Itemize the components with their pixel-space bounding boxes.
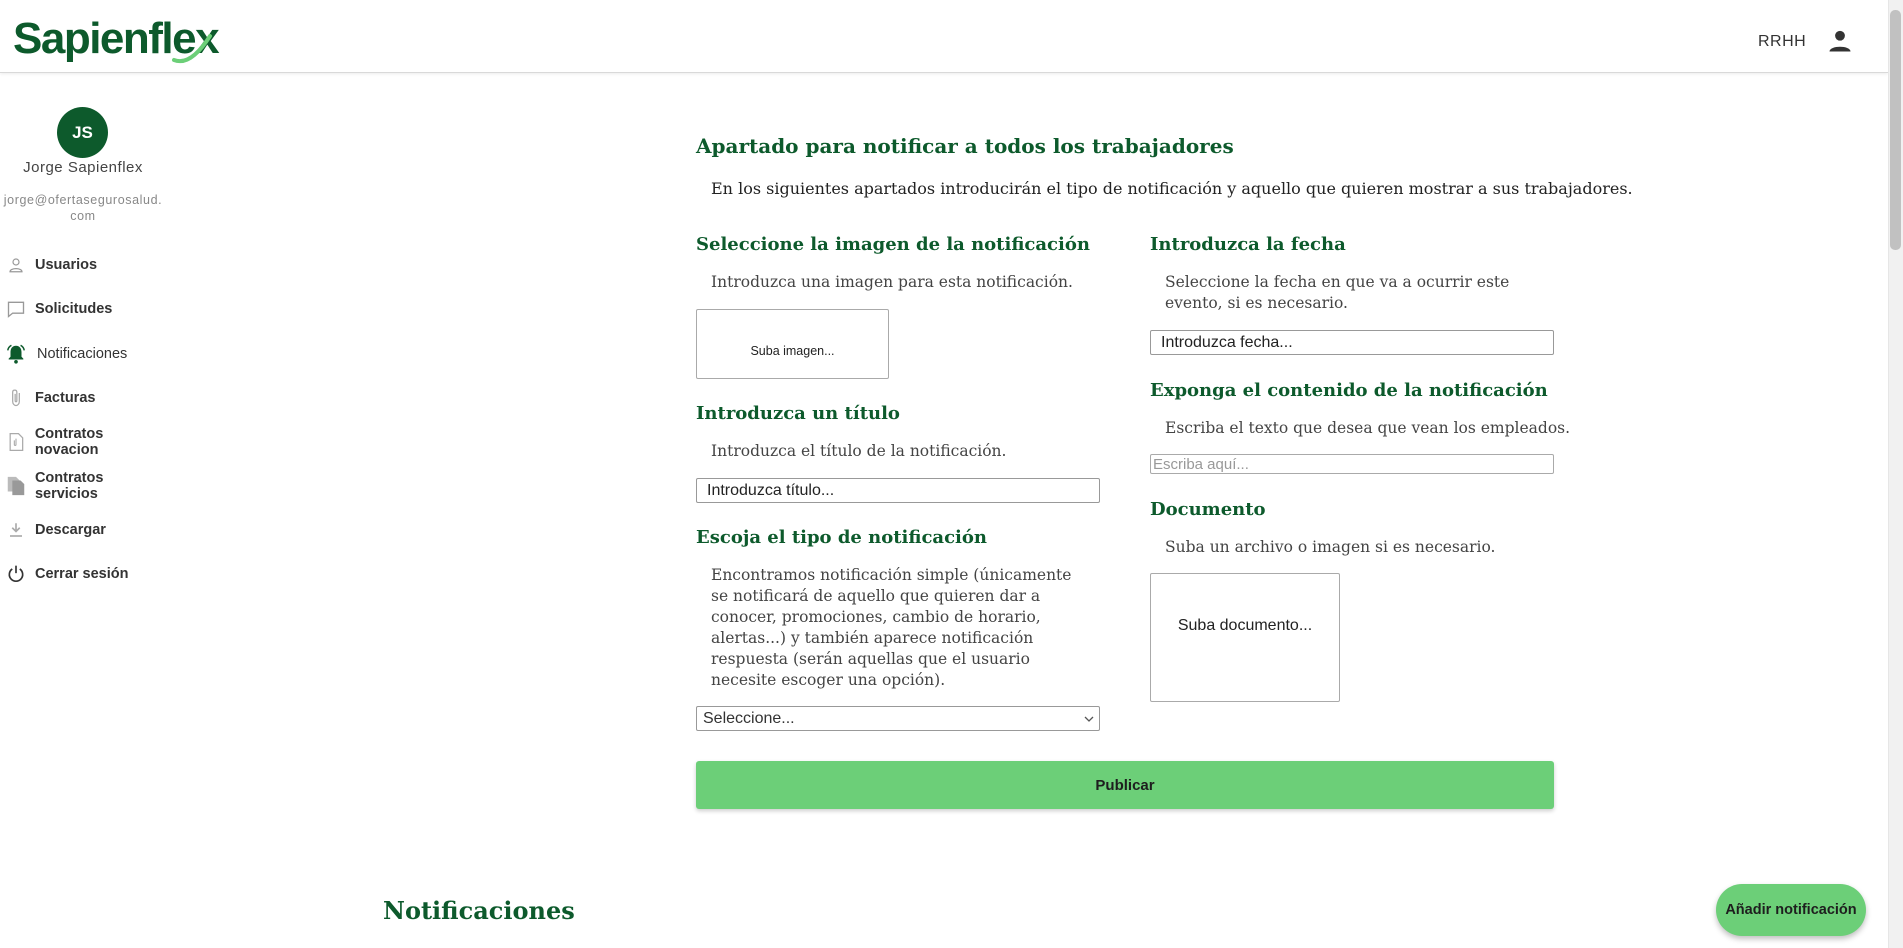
sidebar-item-cerrar-sesion[interactable] <box>0 560 170 588</box>
type-section-title: Escoja el tipo de notificación <box>696 527 987 548</box>
avatar: JS <box>57 107 108 158</box>
image-section-desc: Introduzca una imagen para esta notificación. <box>711 273 1073 291</box>
sidebar-item-contratos-novacion[interactable] <box>0 428 170 456</box>
publish-button[interactable]: Publicar <box>696 761 1554 809</box>
user-name: Jorge Sapienflex <box>23 159 143 176</box>
image-upload-box[interactable] <box>696 309 889 379</box>
form-heading: Apartado para notificar a todos los trabajadores <box>696 134 1234 158</box>
sidebar-item-facturas[interactable] <box>0 384 170 412</box>
sapienflex-logo[interactable]: Sapienflex <box>13 14 219 63</box>
sidebar-item-label: Descargar <box>35 522 106 538</box>
sidebar-item-label: Contratos novacion <box>34 426 104 458</box>
date-input[interactable] <box>1150 330 1554 355</box>
sidebar-item-solicitudes[interactable] <box>0 295 170 323</box>
document-section-desc: Suba un archivo o imagen si es necesario. <box>1165 538 1496 556</box>
paperclip-icon <box>4 386 28 410</box>
download-icon <box>4 518 28 542</box>
role-label: RRHH <box>1758 33 1807 50</box>
date-section-desc: Seleccione la fecha en que va a ocurrir este evento, si es necesario. <box>1165 273 1510 312</box>
sidebar-item-usuarios[interactable] <box>0 251 170 279</box>
type-section-desc: Encontramos notificación simple (únicamente se notificará de aquello que quieren dar a conocer, promociones, cambio de horario, alertas...) y también aparece notificación respuesta (serán aquellas que el usuario necesite escoger una opción). <box>711 566 1072 689</box>
user-email: jorge@ofertasegurosalud.com <box>3 193 163 223</box>
scrollbar-thumb[interactable] <box>1890 10 1901 250</box>
date-section-title: Introduzca la fecha <box>1150 234 1346 255</box>
person-icon <box>4 253 28 277</box>
power-icon <box>4 562 28 586</box>
chevron-down-icon <box>1084 714 1094 724</box>
sidebar-item-contratos-servicios[interactable] <box>0 472 170 500</box>
sidebar-item-label: Usuarios <box>35 257 98 273</box>
image-upload-label: Suba imagen... <box>750 344 835 358</box>
title-section-desc: Introduzca el título de la notificación. <box>711 442 1007 460</box>
form-intro: En los siguientes apartados introducirán el tipo de notificación y aquello que quieren mostrar a sus trabajadores. <box>711 179 1633 198</box>
top-bar <box>0 0 1888 73</box>
image-section-title: Seleccione la imagen de la notificación <box>696 234 1090 255</box>
chat-bubble-icon <box>4 297 28 321</box>
sidebar-item-label: Solicitudes <box>35 301 113 317</box>
documents-icon <box>4 474 28 498</box>
title-input[interactable] <box>696 478 1100 503</box>
sidebar-item-label: Contratos servicios <box>34 470 104 502</box>
sidebar-item-label: Facturas <box>35 390 96 406</box>
add-notification-button[interactable]: Añadir notificación <box>1716 884 1866 936</box>
document-upload-box[interactable] <box>1150 573 1340 702</box>
sidebar-item-label: Cerrar sesión <box>35 566 129 582</box>
sidebar-item-label: Notificaciones <box>37 346 128 362</box>
logo-swoosh-icon <box>170 30 214 66</box>
content-section-title: Exponga el contenido de la notificación <box>1150 380 1548 401</box>
page-scrollbar[interactable] <box>1888 0 1903 948</box>
content-input[interactable] <box>1150 454 1554 474</box>
bell-icon <box>4 342 28 366</box>
notification-type-selected: Seleccione... <box>703 709 795 727</box>
sidebar-item-notificaciones[interactable] <box>0 340 170 368</box>
account-icon[interactable] <box>1826 27 1854 55</box>
sidebar-item-descargar[interactable] <box>0 516 170 544</box>
title-section-title: Introduzca un título <box>696 403 900 424</box>
notifications-section-title: Notificaciones <box>383 896 575 925</box>
document-clip-icon <box>4 430 28 454</box>
notification-type-select[interactable] <box>696 706 1100 731</box>
document-upload-label: Suba documento... <box>1177 616 1313 634</box>
sidebar <box>0 74 170 948</box>
content-section-desc: Escriba el texto que desea que vean los empleados. <box>1165 419 1571 437</box>
document-section-title: Documento <box>1150 499 1266 520</box>
